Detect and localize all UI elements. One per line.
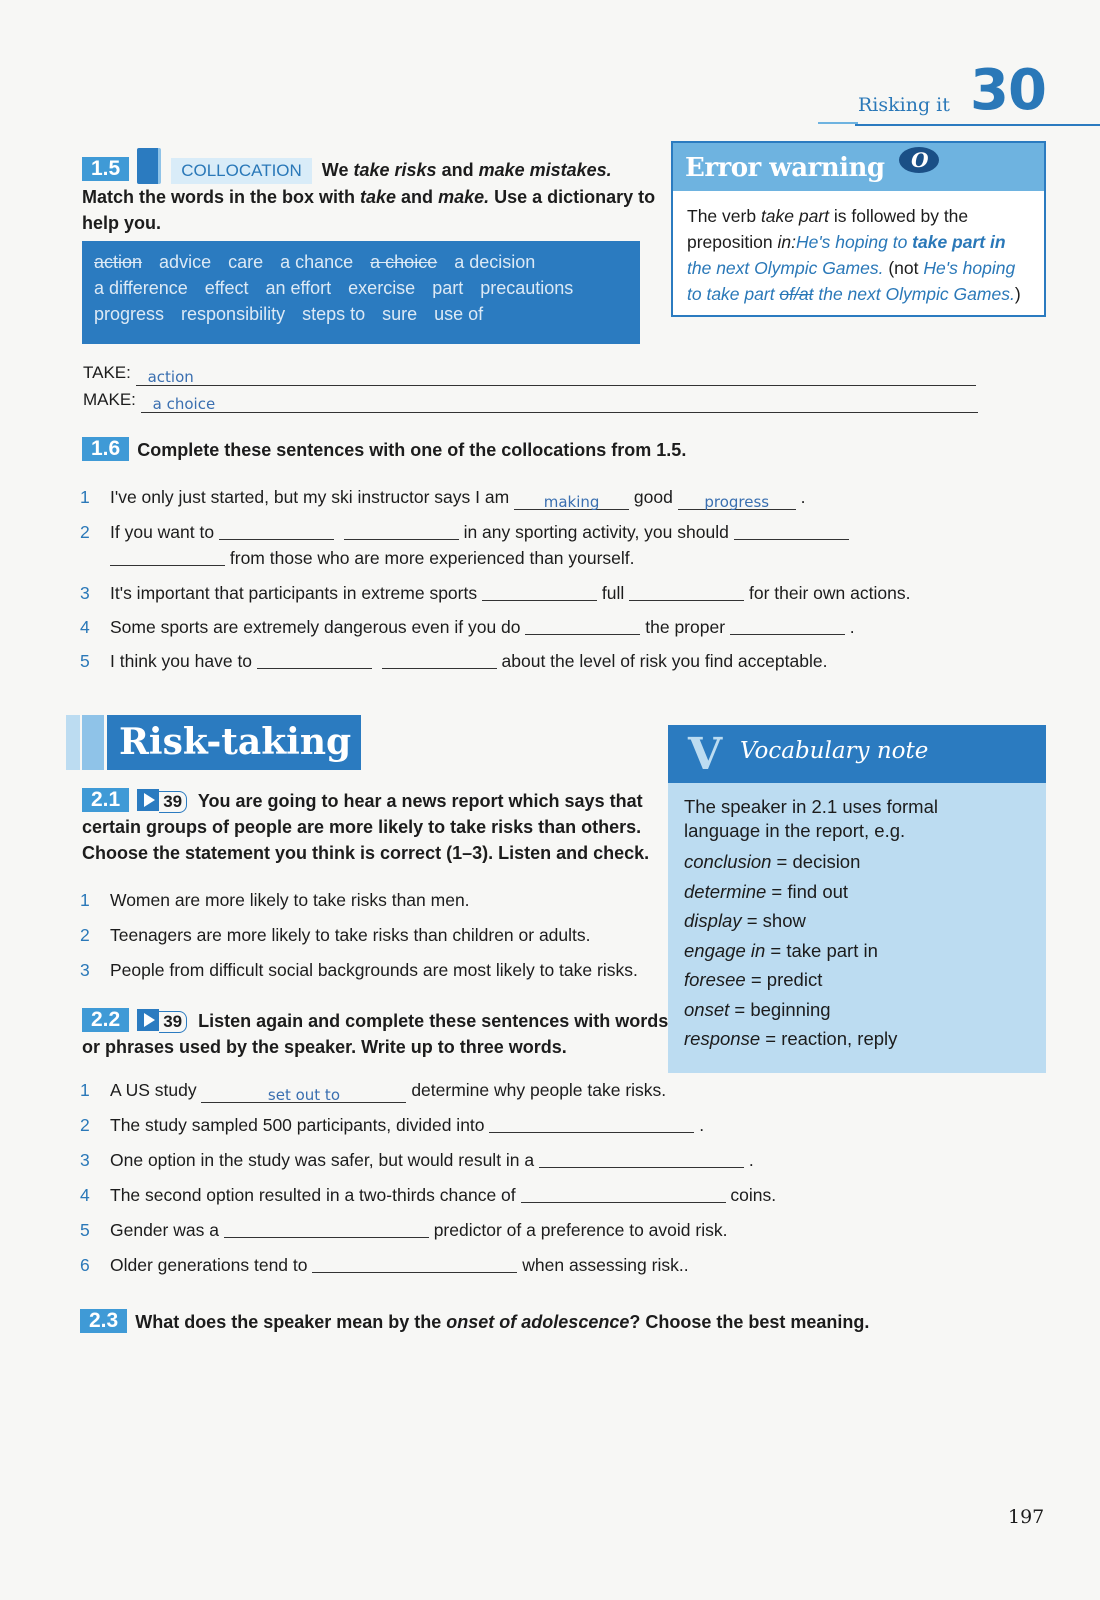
exercise-instruction-em: onset of adolescence xyxy=(446,1312,630,1332)
example: the next Olympic Games. xyxy=(813,284,1015,304)
item-text xyxy=(110,547,635,569)
header-rule-left xyxy=(818,122,858,124)
item-text: Women are more likely to take risks than men. xyxy=(110,890,470,910)
sentence-part: The second option resulted in a two-thirds chance of xyxy=(110,1185,516,1205)
example: He's hoping xyxy=(923,258,1016,278)
answer-blank[interactable] xyxy=(489,1117,694,1133)
exercise-instruction: certain groups of people are more likely to take risks than others. xyxy=(82,817,642,837)
sentence-part: A US study xyxy=(110,1080,197,1100)
sentence-part: Gender was a xyxy=(110,1220,219,1240)
answer-blank[interactable] xyxy=(257,653,372,669)
exercise-instruction: or phrases used by the speaker. Write up to three words. xyxy=(82,1037,567,1057)
instruction-em: make. xyxy=(438,187,490,207)
word-item: an effort xyxy=(265,278,332,298)
item-number: 3 xyxy=(80,1150,90,1170)
vocab-word: onset xyxy=(684,998,730,1020)
page-number: 197 xyxy=(1008,1506,1045,1528)
item-text: Teenagers are more likely to take risks than children or adults. xyxy=(110,925,591,945)
sentence-part: when assessing risk.. xyxy=(522,1255,689,1275)
item-number: 6 xyxy=(80,1255,90,1275)
answer-blank[interactable] xyxy=(734,524,849,540)
book-icon xyxy=(137,148,161,184)
make-answer: a choice xyxy=(152,395,216,413)
vocabulary-note-box xyxy=(668,725,1046,1073)
error-warning-header xyxy=(673,143,1044,191)
item-number: 3 xyxy=(80,960,90,980)
item-text xyxy=(110,1079,666,1103)
word-box-row xyxy=(94,249,628,275)
take-line xyxy=(83,362,976,386)
audio-play-icon[interactable] xyxy=(137,789,159,811)
answer-blank[interactable] xyxy=(201,1083,406,1103)
instruction-text: Use a dictionary to xyxy=(489,187,656,207)
instruction-text: and xyxy=(396,187,439,207)
header-rule xyxy=(855,124,1100,126)
item-number: 2 xyxy=(80,522,90,542)
item-text xyxy=(110,1219,727,1241)
vocab-word: display xyxy=(684,910,742,931)
instruction-text: Match the words in the box with xyxy=(82,187,361,207)
sentence-part: . xyxy=(748,1150,754,1170)
exercise-badge: 1.6 xyxy=(82,437,129,461)
item-text xyxy=(110,1149,754,1171)
word-item: effect xyxy=(204,278,249,298)
section-title-bar-accent xyxy=(82,715,104,770)
sentence-part: the proper xyxy=(645,617,726,637)
vocab-meaning: = find out xyxy=(766,880,849,902)
item-number: 4 xyxy=(80,617,90,637)
make-answer-field[interactable] xyxy=(141,393,978,413)
answer-blank[interactable] xyxy=(539,1152,744,1168)
answer-blank[interactable] xyxy=(224,1222,429,1238)
text: ) xyxy=(1014,284,1021,304)
error-warning-body xyxy=(673,191,1044,319)
exercise-instruction: What does the speaker mean by the xyxy=(135,1312,447,1332)
exercise-instruction: Choose the statement you think is correct (1–3). Listen and check. xyxy=(82,843,650,863)
answer-blank[interactable] xyxy=(629,585,744,601)
word-item: exercise xyxy=(348,278,416,298)
word-box-row xyxy=(94,275,628,301)
item-number: 5 xyxy=(80,1220,90,1240)
answer-blank[interactable] xyxy=(344,524,459,540)
vocab-word: response xyxy=(684,1028,761,1049)
word-item: part xyxy=(432,278,464,298)
answer-blank[interactable] xyxy=(482,585,597,601)
item-text xyxy=(110,1114,704,1136)
example: to take part xyxy=(687,284,780,304)
answer-blank[interactable] xyxy=(312,1257,517,1273)
example: He's hoping to xyxy=(795,232,913,252)
text-em: in: xyxy=(777,232,796,252)
audio-track-number: 39 xyxy=(159,1011,187,1033)
sentence-part: It's important that participants in extreme sports xyxy=(110,583,478,603)
audio-track-number: 39 xyxy=(159,791,187,813)
sentence-part: . xyxy=(849,617,855,637)
answer-blank[interactable] xyxy=(110,550,225,566)
word-item: a choice xyxy=(370,252,438,272)
text: preposition xyxy=(687,232,778,252)
audio-play-icon[interactable] xyxy=(137,1009,159,1031)
take-answer-field[interactable] xyxy=(136,366,976,386)
exercise-1-6-heading xyxy=(82,437,686,463)
item-number: 5 xyxy=(80,651,90,671)
sentence-part: in any sporting activity, you should xyxy=(463,522,729,542)
warning-eye-icon xyxy=(899,147,939,173)
vocab-pair xyxy=(684,877,1030,907)
answer-blank[interactable] xyxy=(219,524,334,540)
item-text xyxy=(110,486,805,510)
unit-number: 30 xyxy=(970,58,1046,123)
vocab-pair xyxy=(684,936,1030,966)
vocab-word: determine xyxy=(684,880,767,902)
vocab-meaning: = take part in xyxy=(765,939,878,961)
exercise-2-1-heading xyxy=(82,788,649,866)
word-item: progress xyxy=(94,304,165,324)
answer-blank[interactable] xyxy=(730,619,845,635)
item-text xyxy=(110,650,827,672)
vocab-meaning: = predict xyxy=(745,969,823,990)
answer-blank[interactable] xyxy=(514,490,629,510)
item-number: 3 xyxy=(80,583,90,603)
word-item: responsibility xyxy=(181,304,286,324)
item-text xyxy=(110,582,910,604)
word-item: sure xyxy=(382,304,418,324)
item-text xyxy=(110,1184,776,1206)
word-item: steps to xyxy=(302,304,366,324)
sentence-part: The study sampled 500 participants, divided into xyxy=(110,1115,485,1135)
word-item: care xyxy=(228,252,264,272)
text: (not xyxy=(883,258,924,278)
word-item: a decision xyxy=(454,252,536,272)
exercise-badge: 2.3 xyxy=(80,1309,127,1333)
handwritten-answer: making xyxy=(543,493,600,511)
sentence-part: One option in the study was safer, but would result in a xyxy=(110,1150,535,1170)
sentence-part: coins. xyxy=(730,1185,777,1205)
word-item: action xyxy=(94,252,143,272)
handwritten-answer: progress xyxy=(704,493,770,511)
sentence-part: about the level of risk you find acceptable. xyxy=(501,651,828,671)
vocabulary-v-icon: V xyxy=(688,729,723,780)
vocab-pair xyxy=(684,965,1030,995)
item-number: 2 xyxy=(80,925,90,945)
vocab-pair xyxy=(684,1024,1030,1054)
warning-icon-letter: O xyxy=(911,148,929,172)
collocation-tag: COLLOCATION xyxy=(171,158,312,184)
section-title-banner xyxy=(107,715,361,770)
sentence-part: predictor of a preference to avoid risk. xyxy=(433,1220,728,1240)
vocab-meaning: = show xyxy=(741,910,806,931)
make-label: MAKE: xyxy=(83,390,136,409)
exercise-badge: 2.2 xyxy=(82,1008,129,1032)
error-warning-box xyxy=(671,141,1046,317)
word-item: advice xyxy=(159,252,212,272)
take-label: TAKE: xyxy=(83,363,131,382)
section-title: Risk-taking xyxy=(119,721,352,763)
item-number: 1 xyxy=(80,1080,90,1100)
word-item: precautions xyxy=(480,278,574,298)
word-item: a difference xyxy=(94,278,188,298)
exercise-2-2-heading xyxy=(82,1008,668,1060)
vocabulary-note-title: Vocabulary note xyxy=(740,738,929,764)
example-wrong: of/at xyxy=(779,284,814,304)
exercise-2-3-heading xyxy=(80,1309,869,1335)
text: is followed by the xyxy=(829,206,969,226)
vocab-meaning: = beginning xyxy=(729,998,831,1020)
vocab-pair xyxy=(684,906,1030,936)
vocab-meaning: = reaction, reply xyxy=(760,1028,898,1049)
word-box-row xyxy=(94,301,628,327)
error-warning-title: Error warning xyxy=(685,153,885,183)
answer-blank[interactable] xyxy=(678,490,796,510)
answer-blank[interactable] xyxy=(525,619,640,635)
vocab-pair xyxy=(684,847,1030,877)
answer-blank[interactable] xyxy=(382,653,497,669)
exercise-instruction: ? Choose the best meaning. xyxy=(629,1312,870,1332)
text-em: take part xyxy=(760,206,830,226)
word-box xyxy=(82,241,640,344)
exercise-instruction: You are going to hear a news report which says that xyxy=(197,791,643,811)
item-text xyxy=(110,521,849,543)
sentence-part: I've only just started, but my ski instructor says I am xyxy=(110,487,510,507)
vocab-pair xyxy=(684,995,1030,1025)
intro-text: and xyxy=(436,160,479,180)
item-number: 2 xyxy=(80,1115,90,1135)
sentence-part: . xyxy=(699,1115,705,1135)
intro-em: take risks xyxy=(353,160,437,180)
sentence-part: determine why people take risks. xyxy=(411,1080,667,1100)
instruction-em: take xyxy=(360,187,397,207)
sentence-part: I think you have to xyxy=(110,651,253,671)
vocab-meaning: = decision xyxy=(771,851,861,872)
sentence-part: Some sports are extremely dangerous even if you do xyxy=(110,617,521,637)
exercise-badge: 1.5 xyxy=(82,157,129,181)
vocab-word: conclusion xyxy=(684,851,772,872)
sentence-part: Older generations tend to xyxy=(110,1255,308,1275)
item-number: 1 xyxy=(80,890,90,910)
answer-blank[interactable] xyxy=(521,1187,726,1203)
instruction-text: help you. xyxy=(82,213,162,233)
item-number: 1 xyxy=(80,487,90,507)
vocab-intro: language in the report, e.g. xyxy=(684,820,906,841)
intro-em: make mistakes. xyxy=(478,160,612,180)
vocab-word: engage in xyxy=(684,939,766,961)
vocabulary-note-body xyxy=(668,783,1046,1064)
vocab-word: foresee xyxy=(684,969,746,990)
vocab-intro: The speaker in 2.1 uses formal xyxy=(684,796,938,817)
item-text: People from difficult social backgrounds are most likely to take risks. xyxy=(110,960,638,980)
exercise-badge: 2.1 xyxy=(82,788,129,812)
sentence-part: from those who are more experienced than yourself. xyxy=(229,548,635,568)
item-number: 4 xyxy=(80,1185,90,1205)
take-answer: action xyxy=(147,368,194,386)
word-item: use of xyxy=(434,304,484,324)
word-item: a chance xyxy=(280,252,354,272)
example-bold: take part in xyxy=(912,232,1006,252)
make-line xyxy=(83,389,978,413)
intro-text: We xyxy=(321,160,354,180)
exercise-instruction: Listen again and complete these sentences with words xyxy=(198,1011,669,1031)
section-running-title: Risking it xyxy=(858,94,950,116)
item-text xyxy=(110,616,855,638)
exercise-instruction: Complete these sentences with one of the collocations from 1.5. xyxy=(137,440,687,460)
section-title-bar-accent xyxy=(66,715,80,770)
sentence-part: full xyxy=(601,583,625,603)
text: The verb xyxy=(687,206,761,226)
sentence-part: . xyxy=(800,487,806,507)
example: the next Olympic Games. xyxy=(687,258,884,278)
sentence-part: good xyxy=(633,487,673,507)
sentence-part: for their own actions. xyxy=(748,583,911,603)
sentence-part: If you want to xyxy=(110,522,215,542)
exercise-1-5-heading xyxy=(82,148,662,236)
vocabulary-note-header xyxy=(668,725,1046,783)
item-text xyxy=(110,1254,689,1276)
handwritten-answer: set out to xyxy=(267,1086,340,1104)
